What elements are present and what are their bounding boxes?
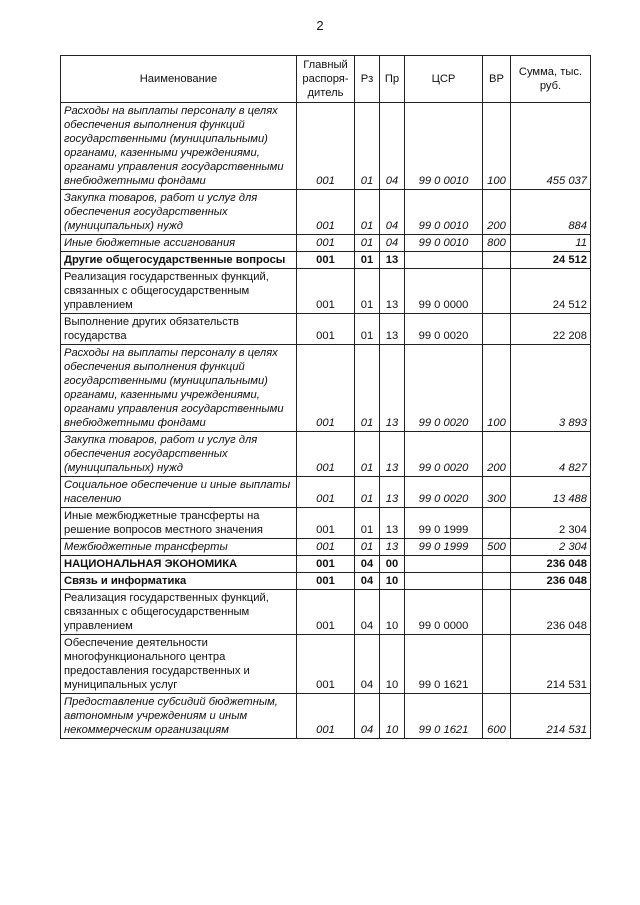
table-row [61,477,591,508]
row-section: 01 [355,345,380,432]
row-target-article: 99 0 0010 [405,103,483,190]
row-expense-type: 100 [483,103,511,190]
row-section: 01 [355,269,380,314]
row-section: 01 [355,235,380,252]
row-name: Другие общегосударственные вопросы [61,252,297,269]
header-target-article: ЦСР [405,56,483,103]
row-section: 04 [355,635,380,694]
row-name: Выполнение других обязательств государства [61,314,297,345]
row-section: 01 [355,539,380,556]
row-sum: 3 893 [511,345,591,432]
row-section: 04 [355,573,380,590]
row-section: 01 [355,508,380,539]
row-section: 01 [355,252,380,269]
row-name: Социальное обеспечение и иные выплаты населению [61,477,297,508]
row-expense-type [483,508,511,539]
row-name: Расходы на выплаты персоналу в целях обеспечения выполнения функций государственными (муниципальными) органами, казенными учреждениями, органами управления государственными внебюджетными фондами [61,103,297,190]
row-expense-type [483,556,511,573]
row-subsection: 13 [380,252,405,269]
row-sum: 236 048 [511,590,591,635]
row-subsection: 13 [380,477,405,508]
row-name: НАЦИОНАЛЬНАЯ ЭКОНОМИКА [61,556,297,573]
row-target-article [405,556,483,573]
row-target-article: 99 0 1621 [405,635,483,694]
budget-table [60,55,591,739]
row-section: 01 [355,477,380,508]
table-header-row [61,56,591,103]
row-expense-type: 600 [483,694,511,739]
table-row [61,252,591,269]
row-name: Предоставление субсидий бюджетным, автономным учреждениям и иным некоммерческим организациям [61,694,297,739]
row-name: Обеспечение деятельности многофункционального центра предоставления государственных и муниципальных услуг [61,635,297,694]
page-number: 2 [316,18,324,33]
header-main-manager: Главный распоря-дитель [297,56,355,103]
row-sum: 884 [511,190,591,235]
table-row [61,590,591,635]
row-name: Иные межбюджетные трансферты на решение вопросов местного значения [61,508,297,539]
table-row [61,432,591,477]
row-main-manager: 001 [297,590,355,635]
row-name: Связь и информатика [61,573,297,590]
row-name: Закупка товаров, работ и услуг для обеспечения государственных (муниципальных) нужд [61,432,297,477]
row-main-manager: 001 [297,556,355,573]
table-row [61,635,591,694]
row-main-manager: 001 [297,314,355,345]
row-sum: 13 488 [511,477,591,508]
row-sum: 24 512 [511,252,591,269]
row-main-manager: 001 [297,694,355,739]
row-section: 01 [355,314,380,345]
row-target-article: 99 0 0020 [405,314,483,345]
row-target-article: 99 0 0010 [405,235,483,252]
row-main-manager: 001 [297,508,355,539]
row-sum: 214 531 [511,635,591,694]
row-name: Реализация государственных функций, связанных с общегосударственным управлением [61,590,297,635]
row-section: 04 [355,556,380,573]
row-target-article: 99 0 0020 [405,345,483,432]
row-subsection: 04 [380,103,405,190]
row-sum: 2 304 [511,539,591,556]
row-expense-type: 100 [483,345,511,432]
row-target-article: 99 0 0020 [405,432,483,477]
table-row [61,314,591,345]
row-name: Иные бюджетные ассигнования [61,235,297,252]
row-expense-type [483,314,511,345]
table-row [61,103,591,190]
row-section: 01 [355,103,380,190]
row-sum: 24 512 [511,269,591,314]
row-expense-type [483,252,511,269]
row-subsection: 10 [380,635,405,694]
row-sum: 11 [511,235,591,252]
header-name: Наименование [61,56,297,103]
row-expense-type: 200 [483,190,511,235]
row-main-manager: 001 [297,235,355,252]
row-expense-type: 500 [483,539,511,556]
row-subsection: 04 [380,190,405,235]
row-subsection: 00 [380,556,405,573]
header-subsection: Пр [380,56,405,103]
row-expense-type: 300 [483,477,511,508]
row-subsection: 13 [380,508,405,539]
row-main-manager: 001 [297,573,355,590]
row-sum: 455 037 [511,103,591,190]
table-row [61,235,591,252]
row-subsection: 04 [380,235,405,252]
row-target-article: 99 0 1999 [405,508,483,539]
table-row [61,345,591,432]
row-target-article [405,252,483,269]
row-expense-type [483,269,511,314]
row-section: 04 [355,694,380,739]
header-sum: Сумма, тыс. руб. [511,56,591,103]
row-main-manager: 001 [297,345,355,432]
row-target-article: 99 0 0020 [405,477,483,508]
row-name: Расходы на выплаты персоналу в целях обеспечения выполнения функций государственными (муниципальными) органами, казенными учреждениями, органами управления государственными внебюджетными фондами [61,345,297,432]
row-section: 04 [355,590,380,635]
header-section: Рз [355,56,380,103]
row-target-article: 99 0 0000 [405,590,483,635]
header-expense-type: ВР [483,56,511,103]
row-sum: 22 208 [511,314,591,345]
row-expense-type [483,590,511,635]
row-subsection: 13 [380,269,405,314]
row-expense-type [483,635,511,694]
row-sum: 2 304 [511,508,591,539]
row-sum: 4 827 [511,432,591,477]
row-subsection: 10 [380,573,405,590]
table-row [61,508,591,539]
row-main-manager: 001 [297,635,355,694]
row-subsection: 13 [380,345,405,432]
row-expense-type: 200 [483,432,511,477]
row-main-manager: 001 [297,477,355,508]
row-sum: 236 048 [511,573,591,590]
row-main-manager: 001 [297,103,355,190]
row-subsection: 13 [380,314,405,345]
row-main-manager: 001 [297,432,355,477]
row-target-article: 99 0 1621 [405,694,483,739]
table-row [61,694,591,739]
row-expense-type [483,573,511,590]
table-row [61,573,591,590]
row-section: 01 [355,432,380,477]
table-row [61,539,591,556]
row-sum: 214 531 [511,694,591,739]
row-target-article: 99 0 0000 [405,269,483,314]
row-name: Реализация государственных функций, связанных с общегосударственным управлением [61,269,297,314]
row-main-manager: 001 [297,252,355,269]
row-main-manager: 001 [297,269,355,314]
table-row [61,190,591,235]
row-subsection: 10 [380,590,405,635]
row-main-manager: 001 [297,190,355,235]
row-name: Закупка товаров, работ и услуг для обеспечения государственных (муниципальных) нужд [61,190,297,235]
row-sum: 236 048 [511,556,591,573]
table-row [61,269,591,314]
row-target-article: 99 0 1999 [405,539,483,556]
row-target-article: 99 0 0010 [405,190,483,235]
row-section: 01 [355,190,380,235]
row-subsection: 10 [380,694,405,739]
row-main-manager: 001 [297,539,355,556]
row-subsection: 13 [380,539,405,556]
row-target-article [405,573,483,590]
table-row [61,556,591,573]
row-expense-type: 800 [483,235,511,252]
row-subsection: 13 [380,432,405,477]
row-name: Межбюджетные трансферты [61,539,297,556]
